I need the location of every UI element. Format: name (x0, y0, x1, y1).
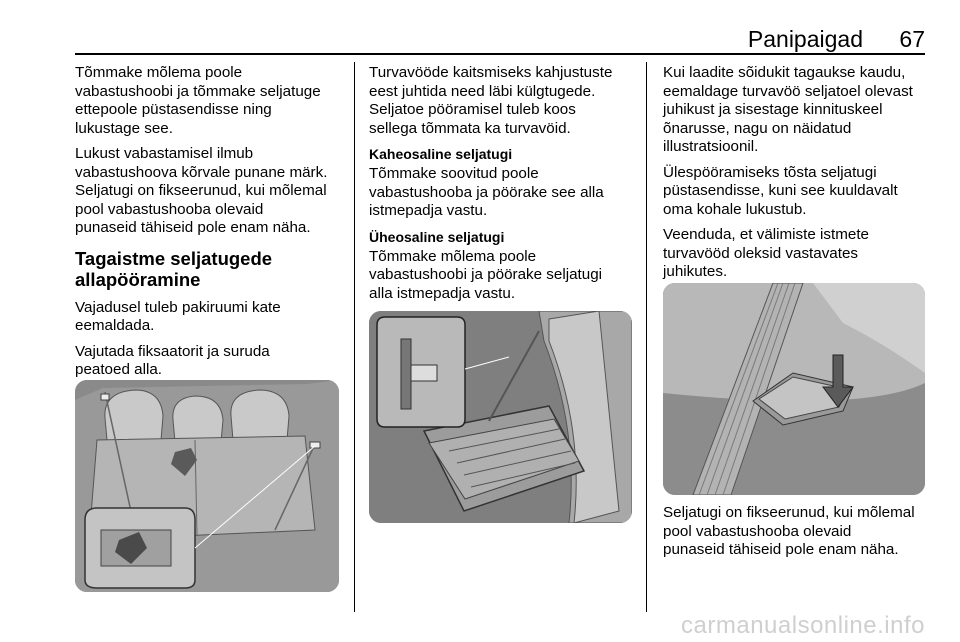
paragraph: Vajutada fiksaatorit ja suruda peatoed alla. (75, 342, 270, 378)
paragraph: Tõmmake soovitud poole vabastushooba ja pöörake see alla istmepadja vastu. (369, 165, 604, 219)
header-rule (75, 53, 925, 55)
rear-seat-headrest-illustration (75, 380, 339, 592)
paragraph: Turvavööde kaitsmiseks kahjustuste eest juhtida need läbi külgtugede. Seljatoe pööramisel tuleb koos sellega tõmmata ka turvavöid. (369, 64, 613, 137)
subheading: Kaheosaline seljatugi (369, 146, 513, 162)
column-divider-1 (354, 62, 355, 612)
column-3-bottom (663, 504, 925, 567)
section-title: Panipaigad (747, 26, 863, 52)
page-header (75, 26, 925, 54)
paragraph: Tõmmake mõlema poole vabastushoobi ja tõmmake seljatuge ettepoole püstasendisse ning lukustage see. (75, 64, 321, 137)
paragraph: Seljatugi on fikseerunud, kui mõlemal pool vabastushooba olevaid punaseid tähiseid pole enam näha. (663, 504, 915, 558)
paragraph: Veenduda, et välimiste istmete turvavööd oleksid vastavates juhikutes. (663, 226, 869, 280)
paragraph: Ülespööramiseks tõsta seljatugi püstasendisse, kuni see kuuldavalt oma kohale lukustub. (663, 163, 898, 218)
column-divider-2 (646, 62, 647, 612)
watermark: carmanualsonline.info (681, 612, 925, 639)
paragraph: Kui laadite sõidukit tagaukse kaudu, eemaldage turvavöö seljatoel olevast juhikust ja sisestage kinnituskeel õnarusse, nagu on näidatud illustratsioonil. (663, 64, 913, 155)
seat-belt-recess-illustration (663, 283, 925, 495)
section-heading: Tagaistme seljatugede allapööramine (75, 247, 273, 290)
page-number: 67 (899, 26, 925, 52)
paragraph: Tõmmake mõlema poole vabastushoobi ja pöörake seljatugi alla istmepadja vastu. (369, 247, 603, 302)
folded-seatback-illustration (369, 311, 632, 523)
column-2 (369, 64, 639, 310)
column-3 (663, 64, 925, 289)
paragraph: Vajadusel tuleb pakiruumi kate eemaldada. (75, 298, 281, 334)
subheading: Üheosaline seljatugi (369, 228, 505, 245)
paragraph: Lukust vabastamisel ilmub vabastushoova kõrvale punane märk. Seljatugi on fikseerunud, kui mõlemal pool vabastushooba olevaid punaseid tähiseid pole enam näha. (75, 145, 328, 236)
column-1 (75, 64, 350, 387)
